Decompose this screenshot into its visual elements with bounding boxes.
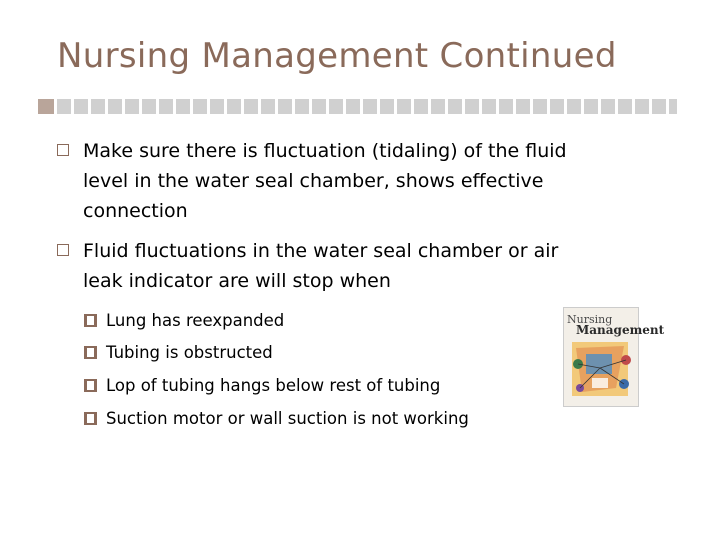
subbullet-4-text: Suction motor or wall suction is not working	[106, 409, 469, 428]
cover-title-line1: Nursing	[567, 313, 613, 326]
subbullet-3	[84, 375, 564, 397]
slide-title: Nursing Management Continued	[57, 36, 617, 76]
bullet-1-line-1: Make sure there is fluctuation (tidaling) of the fluid	[83, 140, 567, 162]
subbullet-square-icon	[84, 314, 97, 327]
nursing-management-magazine-cover	[563, 307, 665, 407]
bullet-2-line-2: leak indicator are will stop when	[83, 270, 391, 292]
subbullet-square-icon	[84, 379, 97, 392]
bullet-1-line-3: connection	[83, 200, 188, 222]
bullet-2-line-1: Fluid fluctuations in the water seal chamber or air	[83, 240, 559, 262]
subbullet-square-icon	[84, 346, 97, 359]
title-divider-accent	[38, 99, 54, 114]
subbullet-2	[84, 342, 564, 364]
title-divider-bar	[57, 99, 677, 114]
bullet-1-line-2: level in the water seal chamber, shows effective	[83, 170, 544, 192]
bullet-box-icon	[57, 244, 69, 256]
bullet-1	[57, 136, 667, 226]
bullet-box-icon	[57, 144, 69, 156]
cover-illustration	[564, 338, 640, 408]
subbullet-4	[84, 408, 564, 430]
subbullet-square-icon	[84, 412, 97, 425]
cover-title-line2: Management	[576, 323, 665, 337]
subbullet-3-text: Lop of tubing hangs below rest of tubing	[106, 376, 441, 395]
subbullet-1	[84, 310, 564, 332]
subbullet-2-text: Tubing is obstructed	[106, 343, 273, 362]
subbullet-1-text: Lung has reexpanded	[106, 311, 285, 330]
bullet-2	[57, 236, 667, 296]
